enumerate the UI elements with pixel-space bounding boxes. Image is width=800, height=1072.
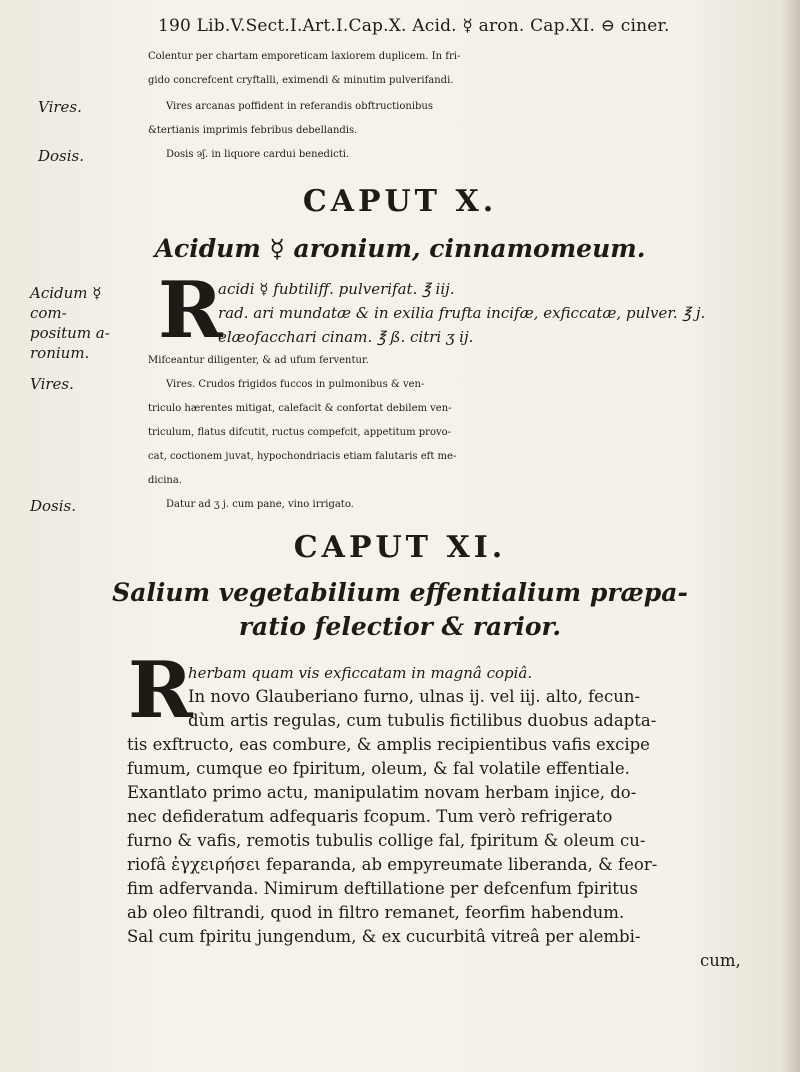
recipe-line: elæofacchari cinam. ℥ ß. citri ʒ ij. — [218, 328, 474, 346]
recipe-line: acidi ☿ fubtiliff. pulverifat. ℥ iij. — [218, 280, 455, 298]
text-line: triculo hærentes mitigat, calefacit & confortat debilem ven- — [148, 403, 452, 414]
recipe-line: herbam quam vis exficcatam in magnâ copiâ. — [188, 664, 533, 682]
chapter-heading-xi: CAPUT XI. — [293, 530, 507, 565]
chapter-subheading-xi-1: Salium vegetabilium effentialium præpa- — [112, 578, 688, 607]
drop-cap: R — [128, 645, 193, 736]
text-line: dicina. — [148, 475, 182, 486]
text-line: Exantlato primo actu, manipulatim novam herbam injice, do- — [127, 783, 637, 802]
chapter-heading-x: CAPUT X. — [302, 184, 498, 219]
text-line: Vires arcanas poffident in referandis obftructionibus — [166, 101, 433, 112]
text-line: tis exftructo, eas combure, & amplis recipientibus vafis excipe — [127, 735, 650, 754]
text-line: Sal cum fpiritu jungendum, & ex cucurbitâ vitreâ per alembi- — [127, 927, 641, 946]
text-line: cat, coctionem juvat, hypochondriacis etiam falutaris eft me- — [148, 451, 457, 462]
text-line: &tertianis imprimis febribus debellandis. — [148, 125, 358, 136]
margin-note-dosis: Dosis. — [30, 497, 77, 515]
text-line: dùm artis regulas, cum tubulis fictilibus duobus adapta- — [188, 711, 657, 730]
text-line: Datur ad ʒ j. cum pane, vino irrigato. — [166, 499, 354, 510]
text-line: Vires. Crudos frigidos fuccos in pulmonibus & ven- — [166, 379, 425, 390]
running-head: 190 Lib.V.Sect.I.Art.I.Cap.X. Acid. ☿ aron. Cap.XI. ⊖ ciner. — [158, 16, 670, 36]
margin-note-vires: Vires. — [30, 375, 74, 393]
text-line: fumum, cumque eo fpiritum, oleum, & fal volatile effentiale. — [127, 759, 630, 778]
text-line: In novo Glauberiano furno, ulnas ij. vel iij. alto, fecun- — [188, 687, 641, 706]
recipe-line: rad. ari mundatæ & in exilia frufta incifæ, exficcatæ, pulver. ℥ j. — [218, 304, 706, 322]
margin-note-dosis: Dosis. — [38, 147, 85, 165]
text-line: triculum, flatus difcutit, ructus compefcit, appetitum provo- — [148, 427, 452, 438]
text-line: Dosis ϶ʃ. in liquore cardui benedicti. — [166, 149, 350, 160]
text-line: furno & vafis, remotis tubulis collige fal, fpiritum & oleum cu- — [127, 831, 646, 850]
text-line: ab oleo filtrandi, quod in filtro remanet, feorfim habendum. — [127, 903, 625, 922]
chapter-subheading-xi-2: ratio felectior & rarior. — [238, 612, 562, 641]
margin-note-vires: Vires. — [38, 98, 82, 116]
text-line: nec defideratum adfequaris fcopum. Tum verò refrigerato — [127, 807, 613, 826]
catchword: cum, — [700, 951, 741, 970]
text-line: riofâ ἐγχειρήσει feparanda, ab empyreumate liberanda, & feor- — [127, 855, 658, 874]
text-line: fim adfervanda. Nimirum deftillatione per defcenfum fpiritus — [127, 879, 638, 898]
margin-note-acidum-compositum: Acidum ☿ com- positum a- ronium. — [30, 284, 110, 362]
text-line: Colentur per chartam emporeticam laxiorem duplicem. In fri- — [148, 51, 461, 62]
text-line: gido concrefcent cryftalli, eximendi & minutim pulverifandi. — [148, 75, 454, 86]
drop-cap: R — [158, 265, 223, 356]
text-line: Mifceantur diligenter, & ad ufum ferventur. — [148, 355, 369, 366]
chapter-subheading-x: Acidum ☿ aronium, cinnamomeum. — [154, 234, 646, 263]
